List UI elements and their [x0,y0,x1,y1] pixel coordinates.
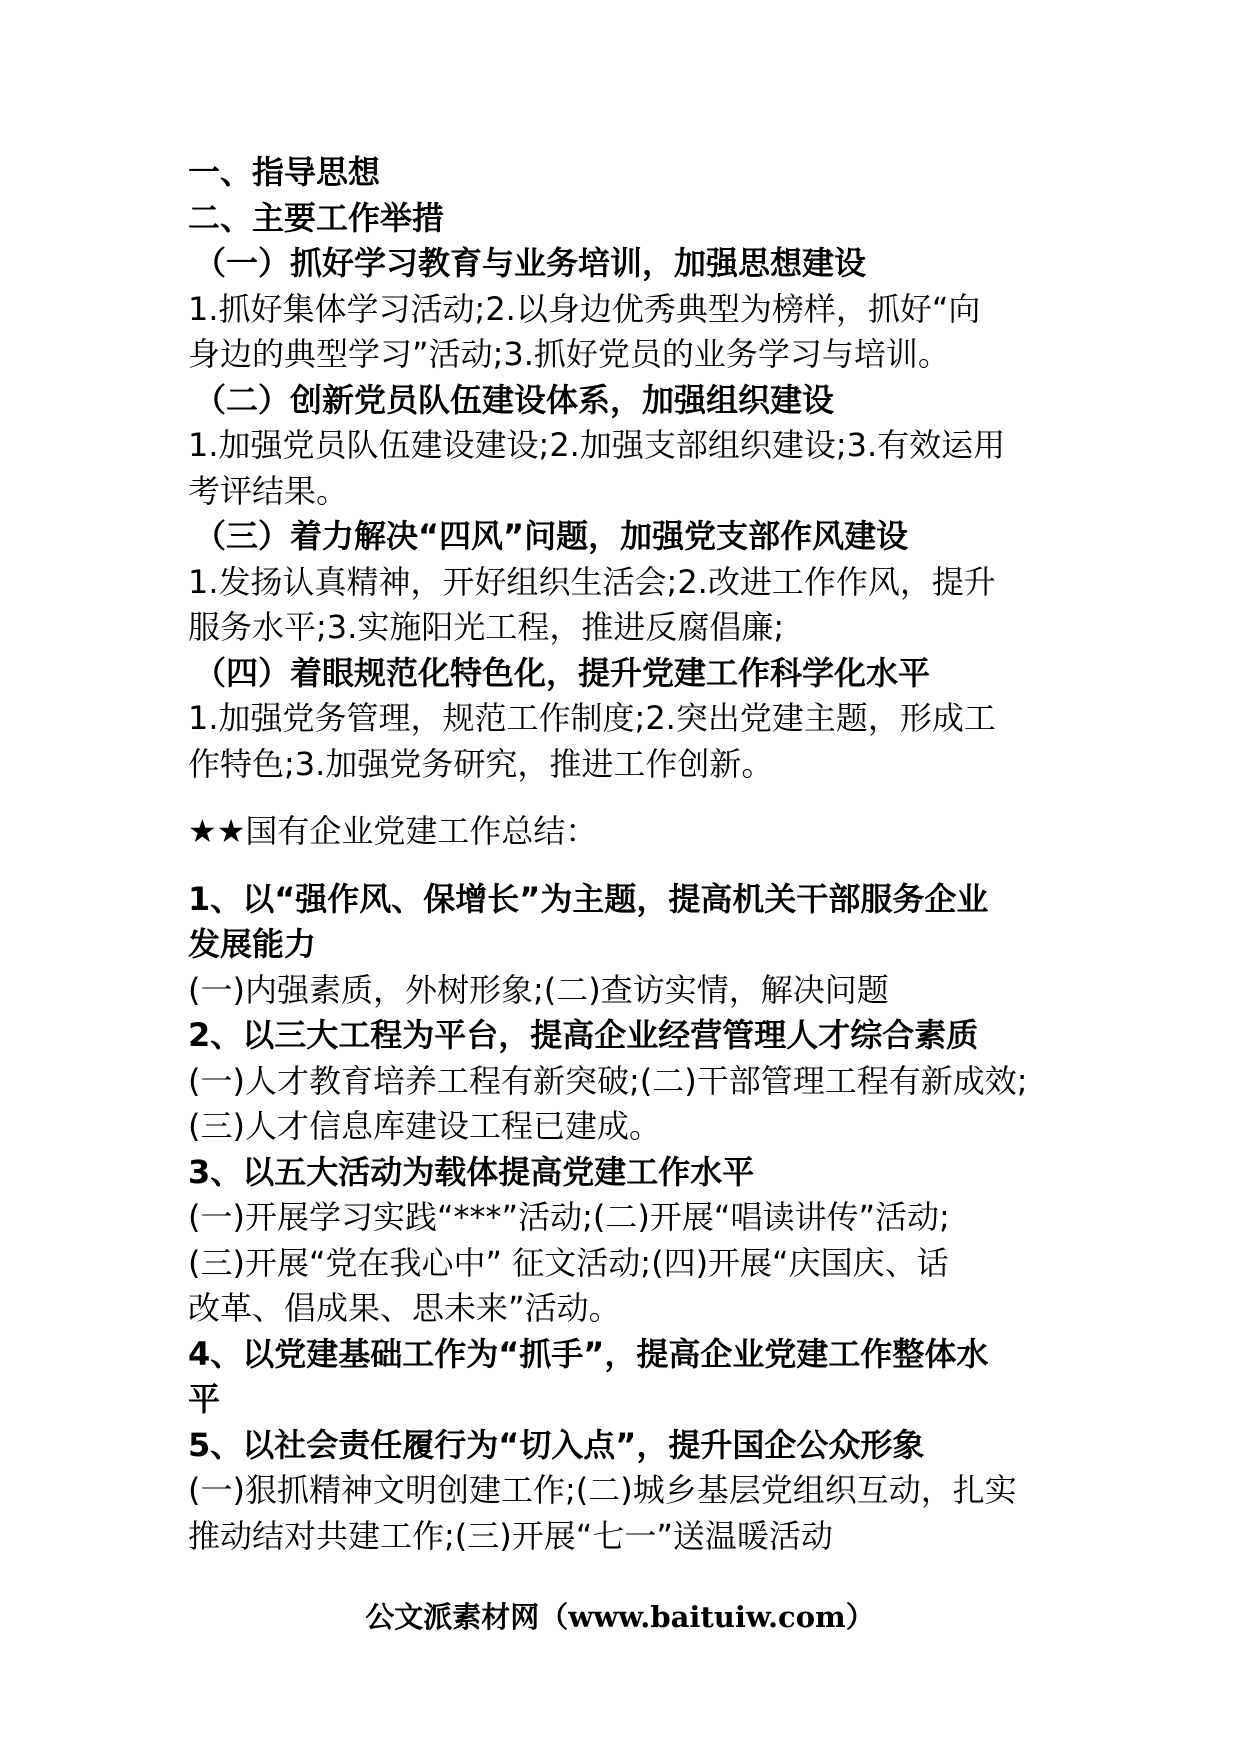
paragraph-line: 服务水平;3.实施阳光工程，推进反腐倡廉; [188,608,785,646]
paragraph-line: 1.加强党务管理，规范工作制度;2.突出党建主题，形成工 [188,699,996,737]
paragraph-line: ★★国有企业党建工作总结： [188,812,598,850]
section-heading: 4、以党建基础工作为“抓手”，提高企业党建工作整体水 [188,1334,989,1373]
paragraph-line: 身边的典型学习”活动;3.抓好党员的业务学习与培训。 [188,335,950,373]
paragraph-line: (三)开展“党在我心中” 征文活动;(四)开展“庆国庆、话 [188,1243,949,1282]
section-heading: （三）着力解决“四风”问题，加强党支部作风建设 [194,517,909,555]
section-heading: 1、以“强作风、保增长”为主题，提高机关干部服务企业 [188,879,989,918]
section-heading: 平 [188,1380,221,1418]
section-heading: 发展能力 [188,925,317,963]
paragraph-line: 改革、倡成果、思未来”活动。 [188,1289,621,1327]
section-heading: （一）抓好学习教育与业务培训，加强思想建设 [194,244,867,282]
paragraph-line: (一)狠抓精神文明创建工作;(二)城乡基层党组织互动，扎实 [188,1471,1017,1509]
section-heading: 二、主要工作举措 [188,198,445,237]
paragraph-line: 1.加强党员队伍建设建设;2.加强支部组织建设;3.有效运用 [188,426,1006,464]
paragraph-line: (一)人才教育培养工程有新突破;(二)干部管理工程有新成效; [188,1061,1028,1100]
section-heading: 5、以社会责任履行为“切入点”，提升国企公众形象 [188,1425,925,1464]
paragraph-line: (三)人才信息库建设工程已建成。 [188,1107,661,1145]
section-heading: 一、指导思想 [188,153,381,191]
paragraph-line: 1.发扬认真精神，开好组织生活会;2.改进工作作风，提升 [188,562,996,601]
paragraph-line: 作特色;3.加强党务研究，推进工作创新。 [188,744,774,783]
document-body [188,150,1088,1559]
section-heading: 3、以五大活动为载体提高党建工作水平 [188,1152,755,1191]
section-heading: （四）着眼规范化特色化，提升党建工作科学化水平 [194,653,931,692]
paragraph-line: (一)内强素质，外树形象;(二)查访实情，解决问题 [188,970,889,1009]
section-heading: （二）创新党员队伍建设体系，加强组织建设 [194,380,835,419]
paragraph-line: 1.抓好集体学习活动;2.以身边优秀典型为榜样，抓好“向 [188,289,981,328]
paragraph-line: 考评结果。 [188,471,349,510]
paragraph-line: (一)开展学习实践“***”活动;(二)开展“唱读讲传”活动; [188,1198,950,1236]
paragraph-line: 推动结对共建工作;(三)开展“七一”送温暖活动 [188,1516,833,1555]
page-footer: 公文派素材网（www.baituiw.com） [365,1600,875,1634]
section-heading: 2、以三大工程为平台，提高企业经营管理人才综合素质 [188,1016,979,1054]
